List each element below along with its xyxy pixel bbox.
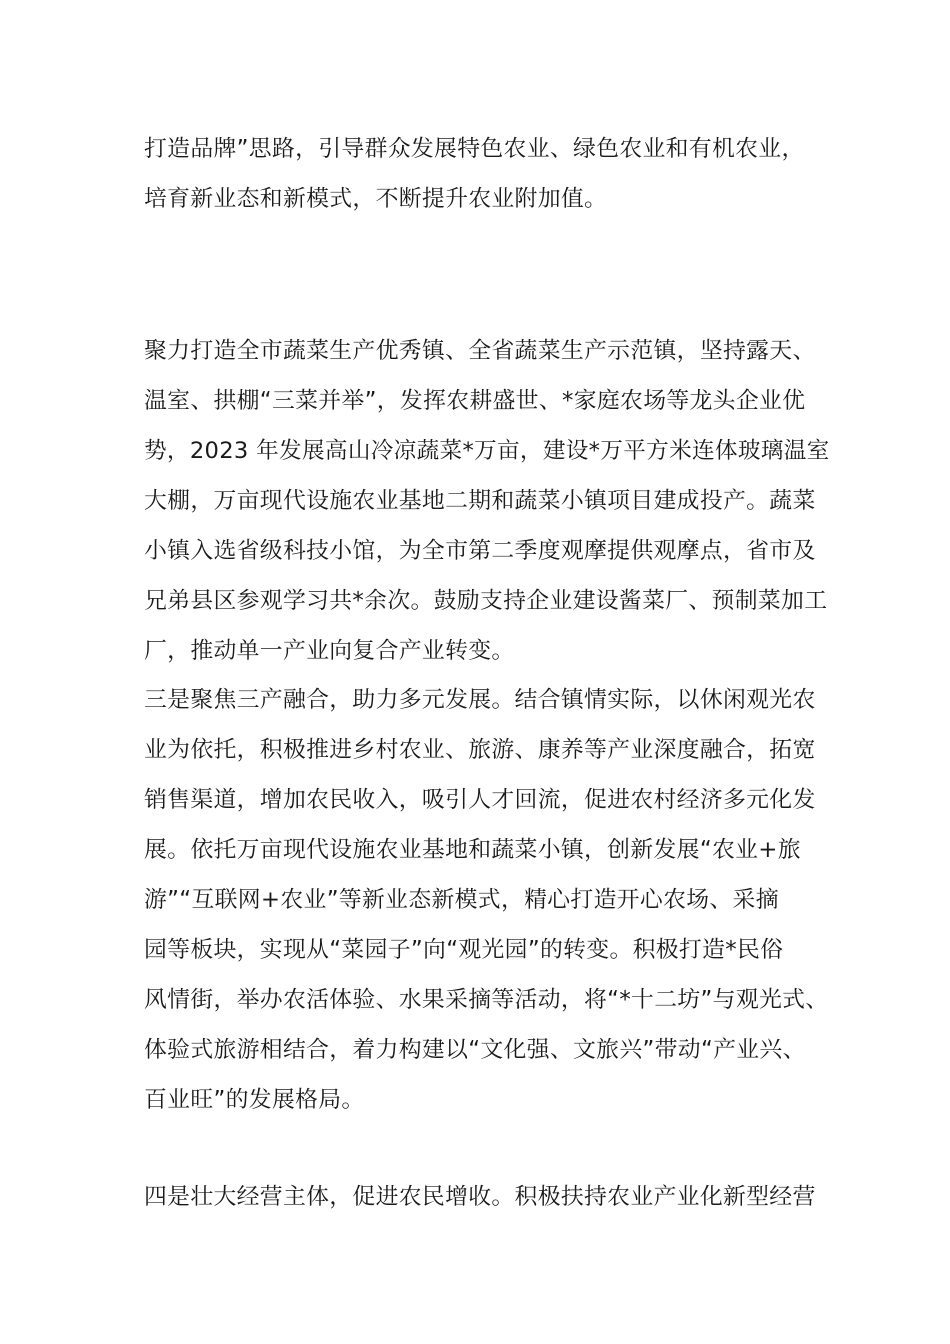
text-line: 大棚，万亩现代设施农业基地二期和蔬菜小镇项目建成投产。蔬菜 — [144, 488, 816, 514]
text-line: 三是聚焦三产融合，助力多元发展。结合镇情实际，以休闲观光农 — [144, 687, 816, 713]
text-line: 聚力打造全市蔬菜生产优秀镇、全省蔬菜生产示范镇，坚持露天、 — [144, 338, 816, 364]
text-line: 游”“互联网+农业”等新业态新模式，精心打造开心农场、采摘 — [144, 887, 779, 913]
text-line: 园等板块，实现从“菜园子”向“观光园”的转变。积极打造*民俗 — [144, 937, 784, 963]
text-line: 势，2023 年发展高山冷凉蔬菜*万亩，建设*万平方米连体玻璃温室 — [144, 438, 830, 464]
text-line: 厂，推动单一产业向复合产业转变。 — [144, 638, 515, 664]
text-line: 兄弟县区参观学习共*余次。鼓励支持企业建设酱菜厂、预制菜加工 — [144, 588, 828, 614]
text-line: 打造品牌”思路，引导群众发展特色农业、绿色农业和有机农业， — [144, 136, 805, 162]
paragraph-vegetable-town — [144, 326, 834, 676]
text-line: 销售渠道，增加农民收入，吸引人才回流，促进农村经济多元化发 — [144, 787, 816, 813]
paragraph-brand-strategy — [144, 124, 834, 224]
text-line: 业为依托，积极推进乡村农业、旅游、康养等产业深度融合，拓宽 — [144, 737, 816, 763]
text-line: 小镇入选省级科技小馆，为全市第二季度观摩提供观摩点，省市及 — [144, 538, 816, 564]
text-line: 体验式旅游相结合，着力构建以“文化强、文旅兴”带动“产业兴、 — [144, 1037, 806, 1063]
text-line: 四是壮大经营主体，促进农民增收。积极扶持农业产业化新型经营 — [144, 1184, 816, 1210]
paragraph-business-entities — [144, 1172, 834, 1222]
text-line: 展。依托万亩现代设施农业基地和蔬菜小镇，创新发展“农业+旅 — [144, 837, 801, 863]
text-line: 温室、拱棚“三菜并举”，发挥农耕盛世、*家庭农场等龙头企业优 — [144, 388, 806, 414]
text-line: 百业旺”的发展格局。 — [144, 1087, 365, 1113]
text-line: 风情街，举办农活体验、水果采摘等活动，将“*十二坊”与观光式、 — [144, 987, 829, 1013]
text-line: 培育新业态和新模式，不断提升农业附加值。 — [144, 186, 608, 212]
paragraph-industry-integration — [144, 675, 834, 1125]
